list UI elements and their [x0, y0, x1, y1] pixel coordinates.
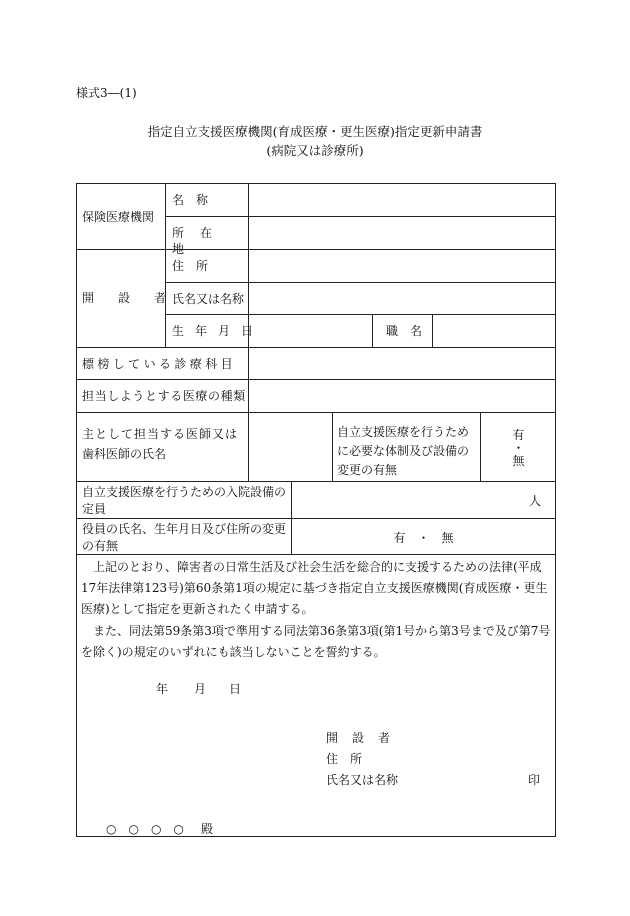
hospital-address-label [172, 225, 242, 257]
system-change-label-line3: 変更の有無 [337, 463, 398, 477]
founder-address-value[interactable] [250, 251, 554, 281]
document-subtitle: (病院又は診療所) [266, 143, 364, 158]
hospital-address-value[interactable] [250, 218, 554, 248]
date-day: 日 [229, 682, 242, 696]
seal-mark: 印 [528, 773, 541, 787]
signature-name-label: 氏名又は名称 [326, 773, 399, 787]
founder-name-label: 氏名又は名称 [172, 292, 245, 306]
system-change-label-line2: に必要な体制及び設備の [337, 444, 470, 458]
declaration-paragraph-1 [81, 557, 553, 620]
declaration-paragraph-2 [81, 621, 553, 663]
addressee-suffix: 殿 [201, 822, 214, 836]
founder-label: 開設者 [82, 291, 191, 305]
system-change-label-line1: 自立支援医療を行うため [337, 425, 470, 439]
hospital-label: 保険医療機関 [82, 210, 155, 224]
system-change-option-no[interactable]: 無 [512, 454, 525, 468]
application-form-table [76, 183, 556, 837]
declaration-text-2: また、同法第59条第3項で準用する同法第36条第3項(第1号から第3号まで及び第7号を除く)の規定のいずれにも該当しないことを誓約する。 [81, 624, 551, 659]
signature-address-label: 住 所 [326, 752, 363, 766]
medical-type-label: 担当しようとする医療の種類 [82, 389, 246, 403]
addressee-placeholder: ○ ○ ○ ○ [106, 822, 184, 836]
officer-change-label-line2: の有無 [82, 539, 119, 553]
officer-change-label-line1: 役員の氏名、生年月日及び住所の変更 [82, 522, 287, 536]
system-change-option-yes[interactable]: 有 [512, 428, 525, 442]
signature-founder-label: 開設者 [326, 731, 405, 745]
system-change-option-separator: ・ [512, 441, 525, 455]
founder-birthdate-label: 生年月日 [172, 324, 265, 338]
capacity-unit: 人 [529, 494, 542, 508]
document-title: 指定自立支援医療機関(育成医療・更生医療)指定更新申請書 [147, 124, 483, 139]
hospital-name-value[interactable] [250, 186, 554, 215]
founder-birthdate-value[interactable] [250, 316, 370, 346]
capacity-value[interactable] [293, 483, 523, 517]
doctor-name-label-line1: 主として担当する医師又は [82, 427, 239, 441]
date-month: 月 [194, 682, 207, 696]
departments-label: 標榜している診療科目 [82, 357, 237, 371]
declaration-text-1: 上記のとおり、障害者の日常生活及び社会生活を総合的に支援するための法律(平成17年法律第123号)第60条第1項の規定に基づき指定自立支援医療機関(育成医療・更生医療)として指定を更新されたく申請する。 [81, 560, 548, 616]
founder-position-label: 職 名 [386, 324, 423, 338]
founder-address-label: 住 所 [172, 259, 209, 273]
hospital-address-text: 所在地 [172, 226, 229, 256]
hospital-name-label: 名 称 [172, 193, 209, 207]
medical-type-value[interactable] [250, 381, 554, 411]
doctor-name-label-line2: 歯科医師の氏名 [82, 447, 167, 461]
form-number: 様式3―(1) [76, 86, 137, 100]
founder-position-value[interactable] [434, 316, 554, 346]
founder-name-value[interactable] [250, 284, 554, 313]
doctor-name-value[interactable] [250, 414, 330, 480]
date-year: 年 [156, 682, 169, 696]
departments-value[interactable] [250, 349, 554, 378]
officer-change-options[interactable]: 有 ・ 無 [393, 531, 454, 545]
capacity-label-line1: 自立支援医療を行うための入院設備の [82, 485, 287, 499]
capacity-label-line2: 定員 [82, 502, 107, 516]
